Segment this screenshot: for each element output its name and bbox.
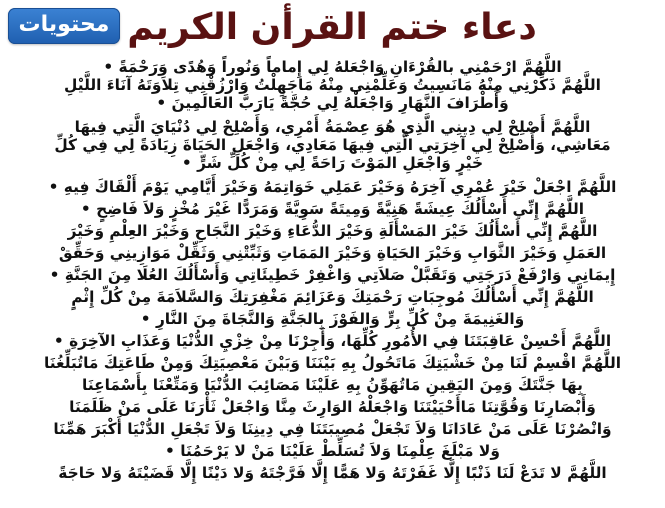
text-line: اللَّهُمَّ لا تَدَعْ لَنَا ذَنْبًا إِلَّا غَفَرْتَهُ وَلا هَمًّا إِلَّا فَرَّجْتَهُ وَلا دَيْنًا إِلَّا قَضَيْتَهُ وَلا حَاجَةً: [58, 464, 607, 482]
text-line: وَالغَنِيمَةَ مِنْ كُلِّ بِرٍّ وَالفَوْزَ بِالجَنَّةِ وَالنَّجَاةَ مِنَ النَّارِ •: [140, 310, 525, 328]
text-line: اللَّهُمَّ أَصْلِحْ لِي دِينِي الَّذِي هُوَ عِصْمَةُ أَمْرِي، وَأَصْلِحْ لِي دُنْيَايَ الَّتِي فِيهَا: [74, 118, 591, 136]
dua-text-body: [0, 58, 665, 482]
text-line: اللَّهُمَّ اقْسِمْ لَنَا مِنْ خَشْيَتِكَ مَاتَحُولُ بِهِ بَيْنَنَا وَبَيْنَ مَعْصِيَتِكَ وَمِنْ طَاعَتِكَ مَاتُبَلِّغُنَا: [43, 354, 622, 372]
text-line: اللَّهُمَّ إِنِّي أَسْأَلُكَ مُوجِبَاتِ رَحْمَتِكَ وَعَزَائِمَ مَغْفِرَتِكَ وَالسَّلاَمَةَ مِنْ كُلِّ إِثْمٍ: [71, 288, 594, 306]
text-line: اللَّهُمَّ إِنِّي أَسْأَلُكَ خَيْرَ المَسْأَلَةِ وَخَيْرَ الدُّعَاءِ وَخَيْرَ النَّجَاحِ وَخَيْرَ العِلْمِ وَخَيْرَ: [67, 222, 598, 240]
text-line: اللَّهُمَّ ارْحَمْنِي بالقُرْءَانِ وَاجْعَلهُ لِي إِماماً وَنُوراً وَهُدًى وَرَحْمَةً •: [103, 58, 562, 76]
page-title: دعاء ختم القرأن الكريم: [127, 7, 537, 48]
text-line: اللَّهُمَّ إِنِّي أَسْأَلُكَ عِيشَةً هَنِيَّةً وَمِيتَةً سَوِيَّةً وَمَرَدًّا غَيْرَ مُخْزٍ وَلاَ فَاضِحٍ •: [80, 200, 585, 218]
text-line: اللَّهُمَّ ذَكِّرْنِي مِنْهُ مَانَسِيتُ وَعَلِّمْنِي مِنْهُ مَاجَهِلْتُ وَارْزُقْنِي تِلاَوَتَهُ آنَاءَ اللَّيْلِ: [64, 76, 601, 94]
text-line: خَيْرٍ وَاجْعَلِ المَوْتَ رَاحَةً لِي مِنْ كُلِّ شَرٍّ •: [181, 154, 484, 172]
page-header: [0, 0, 665, 56]
site-logo-badge[interactable]: [8, 8, 120, 44]
text-line: وَانْصُرْنَا عَلَى مَنْ عَادَانَا وَلاَ تَجْعَلْ مُصِيبَتَنَا فِي دِينِنَا وَلاَ تَجْعَلِ الدُّنْيَا أَكْبَرَ هَمِّنَا: [53, 420, 612, 438]
text-line: إِيمَانِي وَارْفَعْ دَرَجَتِي وَتَقَبَّلْ صَلاَتِي وَاغْفِرْ خَطِيئَاتِي وَأَسْأَلُكَ العُلَا مِنَ الجَنَّةِ •: [49, 266, 616, 284]
text-line: العَمَلِ وَخَيْرَ الثَّوَابِ وَخَيْرَ الحَيَاةِ وَخَيْرَ المَمَاتِ وَثَبِّتْنِي وَثَقِّلْ مَوَازِينِي وَحَقِّقْ: [58, 244, 607, 262]
text-line: بِهَا جَنَّتَكَ وَمِنَ اليَقِينِ مَاتُهَوِّنُ بِهِ عَلَيْنَا مَصَائِبَ الدُّنْيَا وَمَتِّعْنَا بِأَسْمَاعِنَا: [82, 376, 583, 394]
text-line: وَأَبْصَارِنَا وَقُوَّتِنَا مَاأَحْيَيْتَنَا وَاجْعَلْهُ الوَارِثَ مِنَّا وَاجْعَلْ ثَأْرَنَا عَلَى مَنْ ظَلَمَنَا: [69, 398, 596, 416]
text-line: اللَّهُمَّ أَحْسِنْ عَاقِبَتَنَا فِي الأُمُورِ كُلِّهَا، وَأَجِرْنَا مِنْ خِزْيِ الدُّنْيَا وَعَذَابِ الآخِرَةِ •: [53, 332, 612, 350]
site-logo-label: محتويات: [18, 12, 110, 37]
text-line: وَأَطْرَافَ النَّهَارِ وَاجْعَلْهُ لِي حُجَّةً يَارَبَّ العَالَمِينَ •: [156, 94, 509, 112]
text-line: وَلا مَبْلَغَ عِلْمِنَا وَلاَ تُسَلِّطْ عَلَيْنَا مَنْ لا يَرْحَمُنَا •: [165, 442, 500, 460]
text-line: اللَّهُمَّ اجْعَلْ خَيْرَ عُمْرِي آخِرَهُ وَخَيْرَ عَمَلِي خَوَاتِمَهُ وَخَيْرَ أَيَّامِي يَوْمَ أَلْقَاكَ فِيهِ •: [48, 178, 617, 196]
text-line: مَعَاشِي، وَأَصْلِحْ لِي آخِرَتِي الَّتِي فِيهَا مَعَادِي، وَاجْعَلِ الحَيَاةَ زِيَادَةً لِي فِي كُلِّ: [54, 136, 611, 154]
